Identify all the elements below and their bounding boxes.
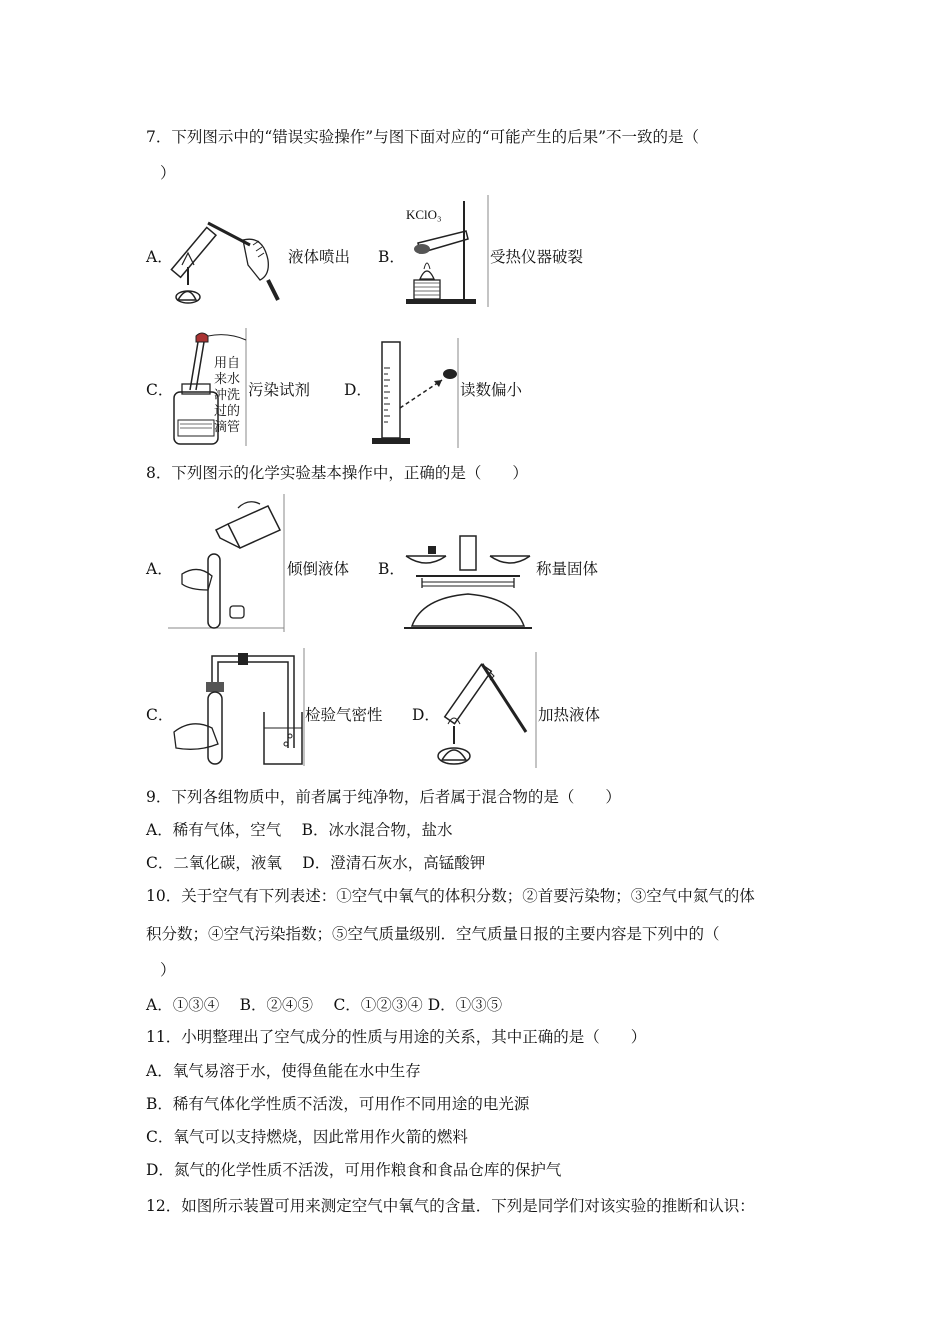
q7-option-a-caption: 液体喷出 [288, 248, 351, 266]
q12-stem: 12．如图所示装置可用来测定空气中氧气的含量．下列是同学们对该实验的推断和认识： [146, 1197, 755, 1215]
q9-options-line1: A．稀有气体，空气 B．冰水混合物，盐水 [146, 821, 453, 839]
q11-option-c: C．氧气可以支持燃烧，因此常用作火箭的燃料 [146, 1128, 468, 1146]
q7-option-b-letter: B． [378, 248, 405, 266]
q7-option-a-letter: A． [146, 248, 173, 266]
q9-options-line2: C．二氧化碳，液氧 D．澄清石灰水，高锰酸钾 [146, 854, 486, 872]
q11-option-a: A．氧气易溶于水，使得鱼能在水中生存 [146, 1062, 421, 1080]
q8-option-b-letter: B． [378, 560, 405, 578]
q7-d-figure-graduated-cylinder [370, 338, 460, 448]
q8-option-d-caption: 加热液体 [538, 706, 601, 724]
q7-c-note-line-5: 滴管 [214, 420, 241, 435]
q9-stem: 9．下列各组物质中，前者属于纯净物，后者属于混合物的是（ ） [146, 788, 621, 806]
q8-c-figure-airtightness-check [168, 648, 306, 766]
q8-option-a-letter: A． [146, 560, 173, 578]
q8-option-b-caption: 称量固体 [536, 560, 599, 578]
q7-a-figure-heating-tube [168, 205, 288, 309]
q11-stem: 11．小明整理出了空气成分的性质与用途的关系，其中正确的是（ ） [146, 1028, 647, 1046]
q8-b-figure-balance [402, 534, 534, 632]
q11-option-d: D．氮气的化学性质不活泼，可用作粮食和食品仓库的保护气 [146, 1161, 562, 1179]
q7-option-b-caption: 受热仪器破裂 [490, 248, 584, 266]
q7-option-d-caption: 读数偏小 [460, 381, 523, 399]
q7-stem-line2: ） [160, 164, 176, 182]
q7-b-kclo3-label: KClO₃ [406, 207, 442, 222]
q10-options: A．①③④ B．②④⑤ C．①②③④ D．①③⑤ [146, 996, 503, 1014]
q7-option-d-letter: D． [344, 381, 372, 399]
q7-option-c-caption: 污染试剂 [248, 381, 311, 399]
q7-b-figure-kclo3-heating [404, 195, 490, 307]
q8-option-c-letter: C． [146, 706, 174, 724]
q7-c-note-line-4: 过的 [214, 404, 241, 419]
q7-c-note-line-2: 来水 [214, 372, 241, 387]
q8-stem: 8．下列图示的化学实验基本操作中，正确的是（ ） [146, 464, 528, 482]
q8-option-c-caption: 检验气密性 [305, 706, 383, 724]
q11-option-b: B．稀有气体化学性质不活泼，可用作不同用途的电光源 [146, 1095, 530, 1113]
q7-stem-line1: 7．下列图示中的“错误实验操作”与图下面对应的“可能产生的后果”不一致的是（ [146, 128, 700, 146]
q10-stem-line3: ） [160, 961, 176, 979]
q8-a-figure-pouring-liquid [168, 494, 286, 632]
q10-stem-line1: 10．关于空气有下列表述：①空气中氧气的体积分数；②首要污染物；③空气中氮气的体 [146, 887, 755, 905]
q8-d-figure-heating-liquid [432, 652, 538, 768]
q7-option-c-letter: C． [146, 381, 174, 399]
q8-option-d-letter: D． [412, 706, 440, 724]
q8-option-a-caption: 倾倒液体 [287, 560, 350, 578]
q7-c-note-line-1: 用自 [214, 356, 241, 371]
q10-stem-line2: 积分数；④空气污染指数；⑤空气质量级别．空气质量日报的主要内容是下列中的（ [146, 925, 720, 943]
q7-c-note-line-3: 冲洗 [214, 388, 241, 403]
